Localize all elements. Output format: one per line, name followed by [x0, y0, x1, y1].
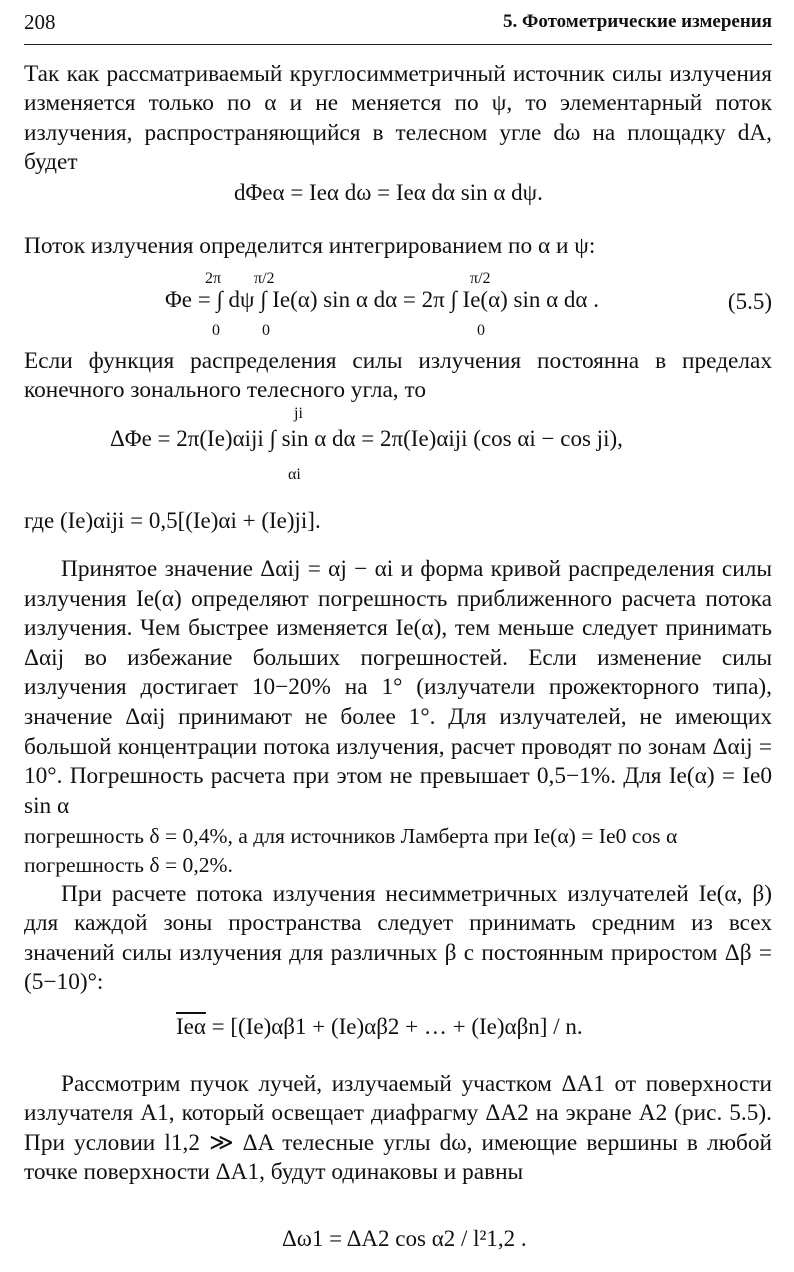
- equation-flux-element: [234, 180, 543, 206]
- where-label: где: [24, 508, 55, 533]
- equation-mean-intensity: [24, 508, 321, 534]
- equation-mean-over-beta: [176, 1014, 583, 1040]
- paragraph-5: При расчете потока излучения несимметричных излучателей Ie(α, β) для каждой зоны пространства следует принимать средним из всех значений силы излучения для различных β с постоянным приростом Δβ = (5−10)°:: [24, 881, 772, 996]
- equation-number: (5.5): [727, 289, 772, 314]
- upper-limit-3: π/2: [470, 270, 491, 287]
- lower-limit-3: 0: [477, 322, 485, 339]
- paragraph-1: Так как рассматриваемый круглосимметричный источник силы излучения изменяется только по α и не меняется по ψ, то элементарный поток излучения, распространяющийся в телесном угле dω на площадку dA, будет: [24, 61, 772, 176]
- lower-limit: αi: [288, 466, 301, 483]
- equation-text: dΦeα = Ieα dω = Ieα dα sin α dψ.: [234, 180, 543, 205]
- equation-text: = [(Ie)αβ1 + (Ie)αβ2 + … + (Ie)αβn] / n.: [211, 1014, 583, 1039]
- page-number: 208: [24, 10, 56, 34]
- running-header: 5. Фотометрические измерения: [503, 11, 772, 32]
- equation-text: Φe = ∫ dψ ∫ Ie(α) sin α dα = 2π ∫ Ie(α) sin α dα .: [165, 287, 599, 312]
- equation-solid-angle: Δω1 = ΔA2 cos α2 / l²1,2 .: [282, 1226, 527, 1251]
- paragraph-3: Если функция распределения силы излучения постоянна в пределах конечного зонального телесного угла, то: [24, 348, 772, 404]
- equation-text: ΔΦe = 2π(Ie)αiji ∫ sin α dα = 2π(Ie)αiji (cos αi − cos ji),: [110, 426, 623, 451]
- upper-limit: ji: [294, 405, 303, 422]
- paragraph-6: Рассмотрим пучок лучей, излучаемый участком ΔA1 от поверхности излучателя A1, который освещает диафрагму ΔA2 на экране A2 (рис. 5.5). При условии l1,2 ≫ ΔA телесные углы dω, имеющие вершины в любой точке поверхности ΔA1, будут одинаковы и равны: [24, 1071, 772, 1186]
- upper-limit-2: π/2: [254, 270, 275, 287]
- lower-limit-1: 0: [212, 322, 220, 339]
- upper-limit-1: 2π: [205, 270, 222, 287]
- paragraph-2: Поток излучения определится интегрированием по α и ψ:: [24, 233, 596, 259]
- paragraph-4: Принятое значение Δαij = αj − αi и форма кривой распределения силы излучения Ie(α) определяют погрешность приближенного расчета потока излучения. Чем быстрее изменяется Ie(α), тем меньше следует принимать Δαij во избежание больших погрешностей. Если изменение силы излучения достигает 10−20% на 1° (излучатели прожекторного типа), значение Δαij принимают не более 1°. Для излучателей, не имеющих большой концентрации потока излучения, расчет проводят по зонам Δαij = 10°. Погрешность расчета при этом не превышает 0,5−1%. Для Ie(α) = Ie0 sin α: [24, 556, 772, 819]
- equation-text: (Ie)αiji = 0,5[(Ie)αi + (Ie)ji].: [59, 508, 321, 533]
- equation-lhs: $\overline{Ie\alpha}$: [176, 1014, 206, 1039]
- paragraph-4-cont-1: погрешность δ = 0,4%, а для источников Ламберта при Ie(α) = Ie0 cos α: [24, 824, 678, 848]
- header-rule: [24, 44, 772, 45]
- lower-limit-2: 0: [262, 322, 270, 339]
- paragraph-4-cont-2: погрешность δ = 0,2%.: [24, 853, 233, 877]
